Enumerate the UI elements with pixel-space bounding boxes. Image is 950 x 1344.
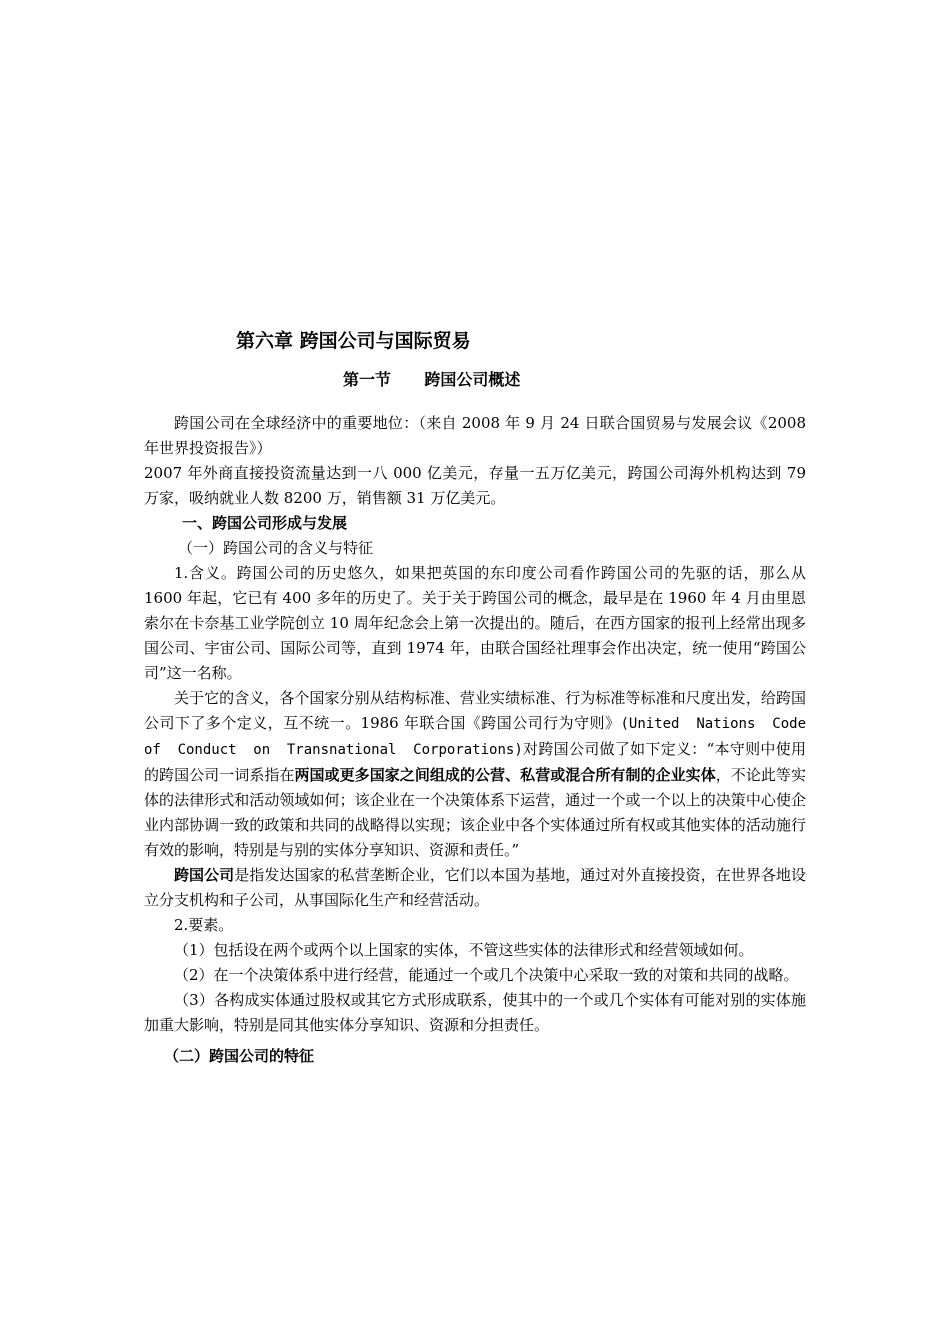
element-item-2: （2）在一个决策体系中进行经营，能通过一个或几个决策中心采取一致的对策和共同的战略。 [174,966,799,984]
intro-paragraph-2: 2007 年外商直接投资流量达到一八 000 亿美元，存量一五万亿美元，跨国公司海外机构达到 79 万家，吸纳就业人数 8200 万，销售额 31 万亿美元。 [144,464,806,507]
elements-title: 2.要素。 [174,916,234,934]
element-item-1: （1）包括设在两个或两个以上国家的实体，不管这些实体的法律形式和经营领域如何。 [174,941,754,959]
definition-text-d: 是指发达国家的私营垄断企业，它们以本国为基地，通过对外直接投资，在世界各地设立分支机构和子公司，从事国际化生产和经营活动。 [144,866,806,909]
chapter-title: 第六章 跨国公司与国际贸易 [236,330,471,352]
term-transnational-corporation: 跨国公司 [174,866,235,884]
definition-text-c: ，不论此等实体的法律形式和活动领域如何；该企业在一个决策体系下运营，通过一个或一个以上的决策中心使企业内部协调一致的政策和共同的战略得以实现；该企业中各个实体通过所有权或其他实体的活动施行有效的影响，特别是与别的实体分享知识、资源和责任。” [144,766,806,859]
definition-text-b: 对跨国公司做了如下定义：“本守则中使用的跨国公司一词系指在 [144,740,807,784]
definition-text-a: 关于它的含义，各个国家分别从结构标准、营业实绩标准、行为标准等标准和尺度出发，给跨国公司下了多个定义，互不统一。1986 年联合国《跨国公司行为守则》 [144,689,806,732]
intro-paragraph-1: 跨国公司在全球经济中的重要地位：（来自 2008 年 9 月 24 日联合国贸易与发展会议《2008 年世界投资报告》） [144,414,806,457]
element-item-3: （3）各构成实体通过股权或其它方式形成联系，使其中的一个或几个实体有可能对别的实体施加重大影响，特别是同其他实体分享知识、资源和分担责任。 [144,991,806,1034]
definition-emphasis: 两国或更多国家之间组成的公营、私营或混合所有制的企业实体 [294,766,716,784]
heading-formation-development: 一、跨国公司形成与发展 [182,514,348,532]
heading-features: （二）跨国公司的特征 [164,1047,315,1065]
section-title: 第一节 跨国公司概述 [343,370,521,389]
definition-paragraph-2 [144,686,806,863]
heading-meaning-features: （一）跨国公司的含义与特征 [178,539,374,557]
un-code-english-name: (United Nations Code of Conduct on Transnational Corporations) [144,716,806,758]
definition-paragraph-1: 1.含义。跨国公司的历史悠久，如果把英国的东印度公司看作跨国公司的先驱的话，那么从 1600 年起，它已有 400 多年的历史了。关于关于跨国公司的概念，最早是在 1960 年 4 月由里恩索尔在卡奈基工业学院创立 10 周年纪念会上第一次提出的。随后，在西方国家的报刊上经常出现多国公司、宇宙公司、国际公司等，直到 1974 年，由联合国经社理事会作出决定，统一使用“跨国公司”这一名称。 [144,564,806,682]
definition-paragraph-3 [144,863,806,913]
document-body [144,411,806,1069]
